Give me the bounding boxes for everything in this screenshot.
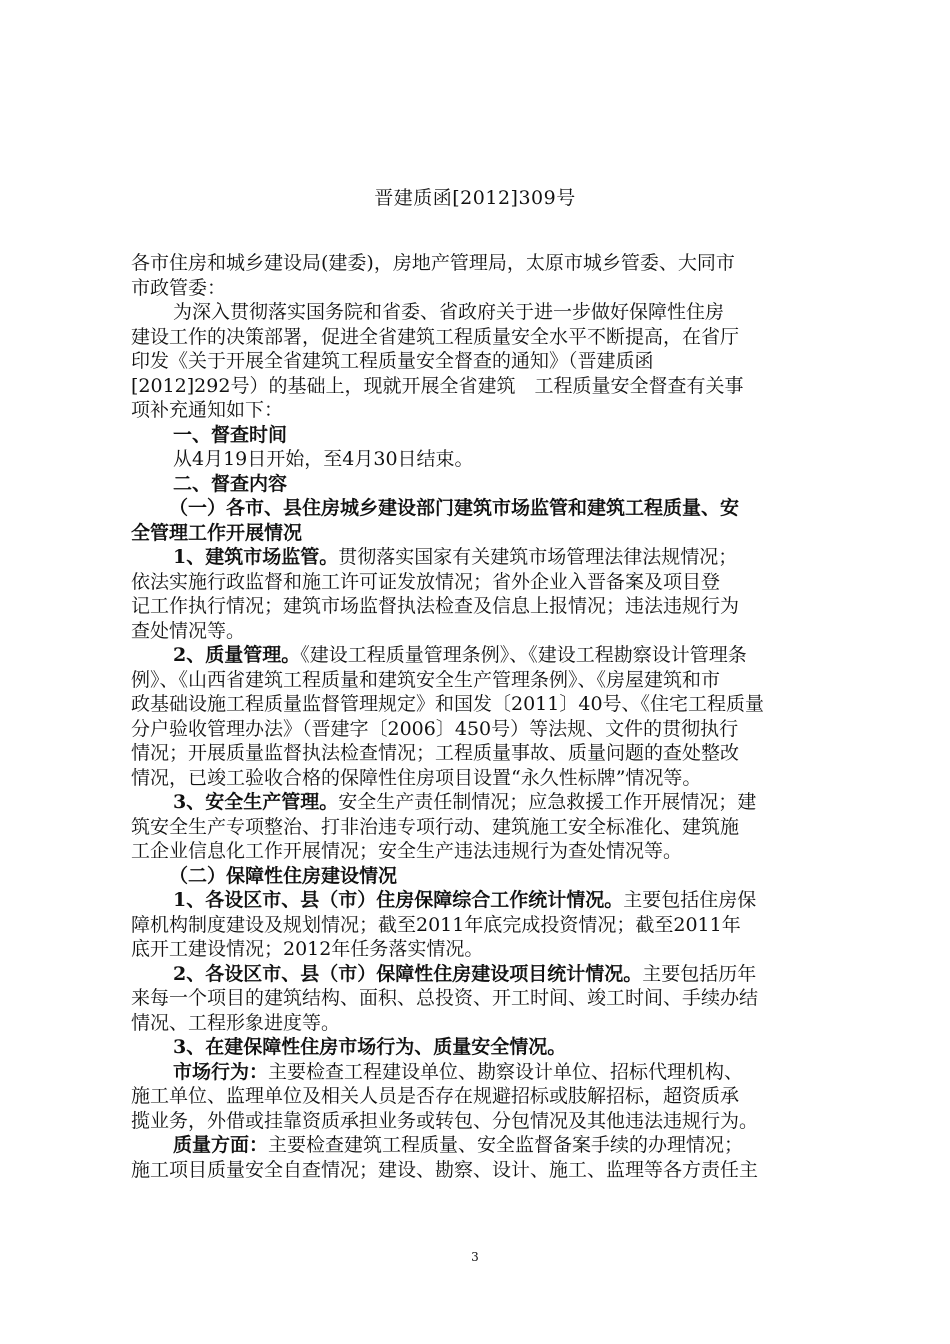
text-line: 印发《关于开展全省建筑工程质量安全督查的通知》（晋建质函 xyxy=(131,350,654,372)
text-line: 市场行为：主要检查工程建设单位、勘察设计单位、招标代理机构、 xyxy=(173,1060,744,1083)
text-line: 2、各设区市、县（市）保障性住房建设项目统计情况。主要包括历年 xyxy=(173,962,757,985)
text-line: 情况；开展质量监督执法检查情况；工程质量事故、质量问题的查处整改 xyxy=(131,742,740,764)
text-line: 从4月19日开始，至4月30日结束。 xyxy=(173,448,474,470)
text-line: 施工项目质量安全自查情况；建设、勘察、设计、施工、监理等各方责任主 xyxy=(131,1158,759,1181)
text-line: 建设工作的决策部署，促进全省建筑工程质量安全水平不断提高，在省厅 xyxy=(131,325,740,348)
body-text xyxy=(131,251,824,1182)
text-line: 揽业务，外借或挂靠资质承担业务或转包、分包情况及其他违法违规行为。 xyxy=(131,1109,759,1132)
text-line: 记工作执行情况；建筑市场监督执法检查及信息上报情况；违法违规行为 xyxy=(131,595,740,617)
document-number: 晋建质函[2012]309号 xyxy=(374,187,576,209)
text-line: 例》、《山西省建筑工程质量和建筑安全生产管理条例》、《房屋建筑和市 xyxy=(131,668,721,691)
text-line: 质量方面：主要检查建筑工程质量、安全监督备案手续的办理情况； xyxy=(173,1134,744,1156)
text-line: 3、安全生产管理。安全生产责任制情况；应急救援工作开展情况；建 xyxy=(173,791,757,813)
text-line: 分户验收管理办法》（晋建字〔2006〕450号）等法规、文件的贯彻执行 xyxy=(131,717,739,740)
text-line: 查处情况等。 xyxy=(131,619,246,642)
text-line: 施工单位、监理单位及相关人员是否存在规避招标或肢解招标，超资质承 xyxy=(131,1085,740,1107)
text-line: 筑安全生产专项整治、打非治违专项行动、建筑施工安全标准化、建筑施 xyxy=(131,815,740,838)
text-line: 2、质量管理。《建设工程质量管理条例》、《建设工程勘察设计管理条 xyxy=(173,644,747,666)
text-line: 底开工建设情况；2012年任务落实情况。 xyxy=(131,938,484,960)
text-line: 各市住房和城乡建设局(建委)，房地产管理局，太原市城乡管委、大同市 xyxy=(131,252,735,274)
text-line: 1、各设区市、县（市）住房保障综合工作统计情况。主要包括住房保 xyxy=(173,889,757,911)
text-line: 政基础设施工程质量监督管理规定》和国发〔2011〕40号、《住宅工程质量 xyxy=(131,693,765,715)
subsection-heading: 3、在建保障性住房市场行为、质量安全情况。 xyxy=(173,1036,567,1058)
text-line: 市政管委： xyxy=(131,276,227,299)
text-line: 工企业信息化工作开展情况；安全生产违法违规行为查处情况等。 xyxy=(131,840,683,862)
text-line: 1、建筑市场监管。贯彻落实国家有关建筑市场管理法律法规情况； xyxy=(173,546,738,568)
subsection-heading: 全管理工作开展情况 xyxy=(131,521,303,544)
text-line: 来每一个项目的建筑结构、面积、总投资、开工时间、竣工时间、手续办结 xyxy=(131,987,759,1009)
text-line: 障机构制度建设及规划情况；截至2011年底完成投资情况；截至2011年 xyxy=(131,913,741,936)
subsection-heading: （二）保障性住房建设情况 xyxy=(169,864,398,887)
text-line: [2012]292号）的基础上，现就开展全省建筑 工程质量安全督查有关事 xyxy=(131,374,744,397)
page-number: 3 xyxy=(471,1250,479,1264)
text-line: 为深入贯彻落实国务院和省委、省政府关于进一步做好保障性住房 xyxy=(173,301,725,323)
section-heading: 一、督查时间 xyxy=(173,423,288,446)
text-line: 项补充通知如下： xyxy=(131,399,284,421)
subsection-heading: （一）各市、县住房城乡建设部门建筑市场监管和建筑工程质量、安 xyxy=(169,497,740,519)
text-line: 情况，已竣工验收合格的保障性住房项目设置“永久性标牌”情况等。 xyxy=(131,766,702,789)
section-heading: 二、督查内容 xyxy=(173,472,288,495)
text-line: 依法实施行政监督和施工许可证发放情况；省外企业入晋备案及项目登 xyxy=(131,570,721,593)
text-line: 情况、工程形象进度等。 xyxy=(131,1011,341,1034)
